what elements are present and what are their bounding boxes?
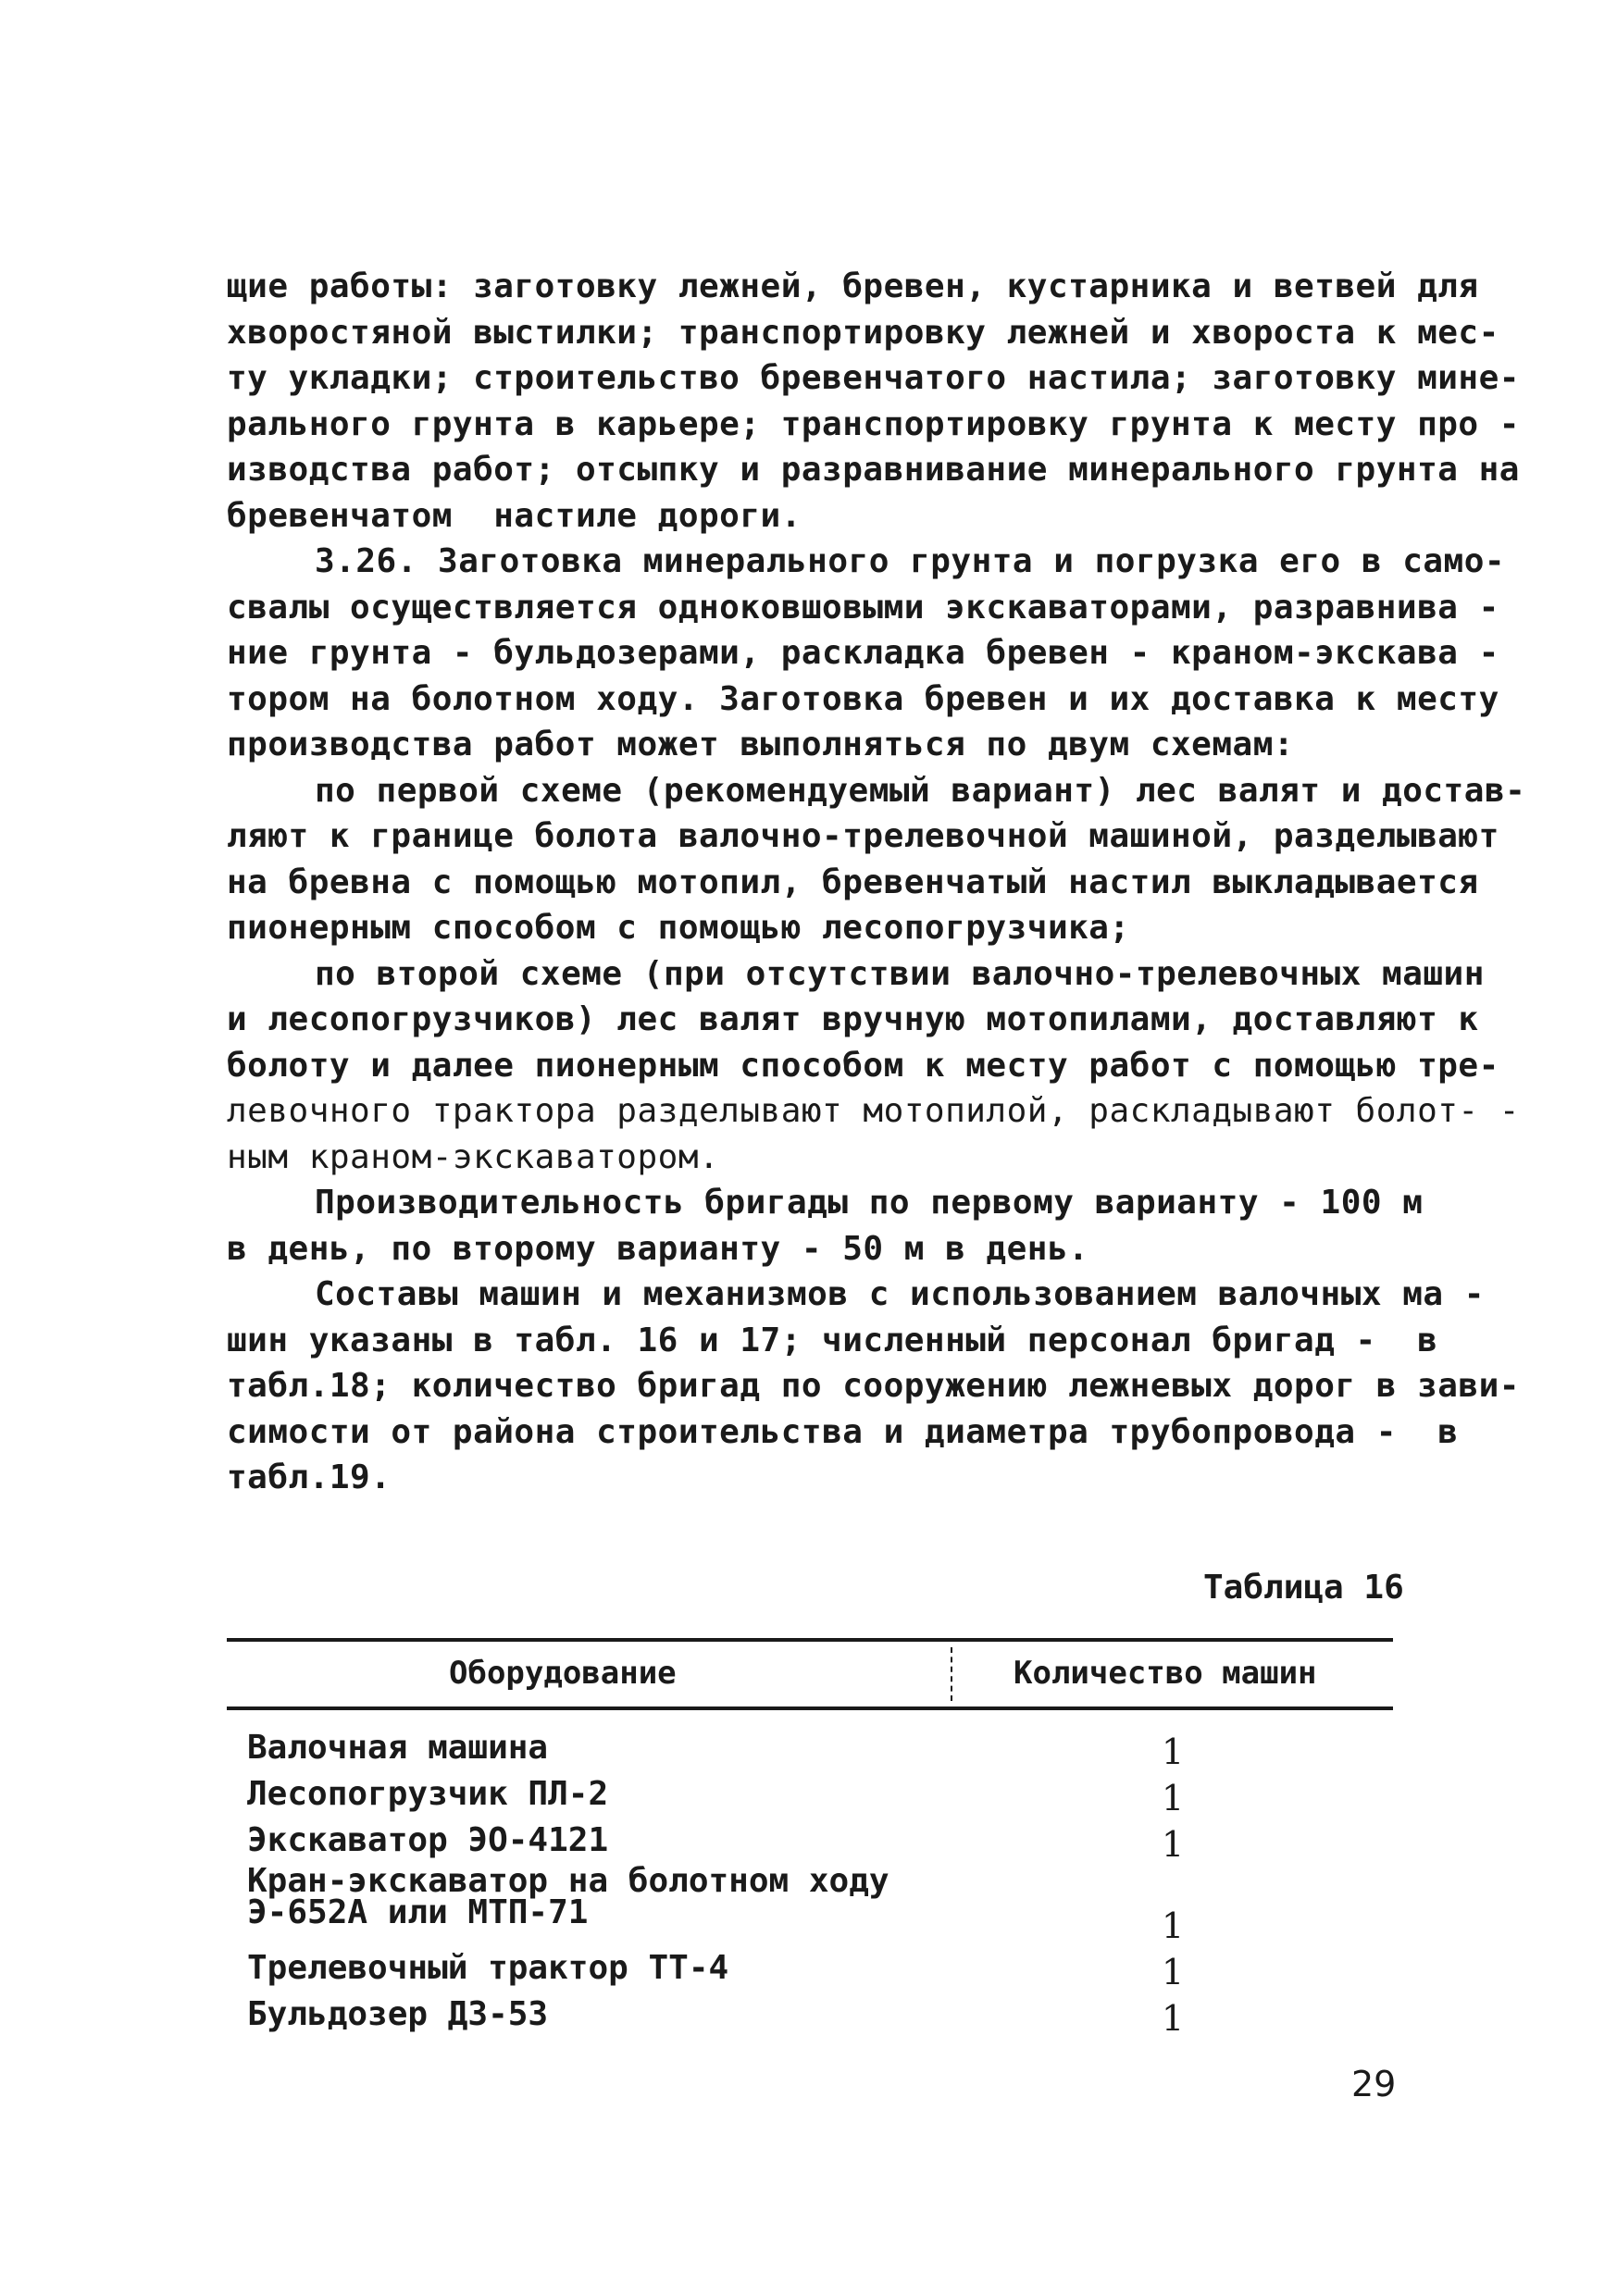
table-row [227,1727,1393,1773]
header-count: Количество машин [1014,1655,1317,1692]
body-line: щие работы: заготовку лежней, бревен, кустарника и ветвей для [227,267,1479,305]
body-line: по второй схеме (при отсутствии валочно-трелевочных машин [315,954,1485,993]
table-row [227,1862,1393,1947]
body-line: в день, по второму варианту - 50 м в день. [227,1229,1089,1268]
equipment-table [227,1638,1393,2040]
table-header [227,1642,1393,1706]
body-line: болоту и далее пионерным способом к месту работ с помощью тре- [227,1046,1499,1085]
body-line: Составы машин и механизмов с использованием валочных ма - [315,1275,1485,1313]
body-line: на бревна с помощью мотопил, бревенчатый настил выкладывается [227,863,1479,901]
machine-count: 1 [1162,1952,1185,1992]
table-row [227,1993,1393,2040]
body-line: изводства работ; отсыпку и разравнивание минерального грунта на [227,451,1520,489]
header-divider [951,1647,952,1701]
machine-count: 1 [1162,1998,1185,2039]
equipment-name: Экскаватор ЭО-4121 [247,1821,609,1859]
equipment-name: Кран-экскаватор на болотном ходу Э-652А или МТП-71 [247,1862,889,1931]
body-line: ным краном-экскаватором. [227,1137,720,1176]
equipment-name: Лесопогрузчик ПЛ-2 [247,1775,609,1813]
body-line: пионерным способом с помощью лесопогрузчика; [227,909,1130,947]
body-line: левочного трактора разделывают мотопилой, раскладывают болот- - [227,1092,1520,1130]
body-line: Производительность бригады по первому варианту - 100 м [315,1184,1424,1222]
machine-count: 1 [1162,1778,1185,1818]
body-line: 3.26. Заготовка минерального грунта и погрузка его в само- [315,542,1506,580]
table-caption: Таблица 16 [1203,1569,1404,1607]
machine-count: 1 [1162,1905,1185,1946]
body-line: шин указаны в табл. 16 и 17; численный персонал бригад - в [227,1321,1438,1359]
table-row [227,1773,1393,1819]
equipment-name: Бульдозер ДЗ-53 [247,1995,549,2033]
table-row [227,1819,1393,1866]
machine-count: 1 [1162,1731,1185,1772]
header-equipment: Оборудование [449,1655,677,1692]
page-number: 29 [1351,2064,1397,2104]
body-line: ляют к границе болота валочно-трелевочной машиной, разделывают [227,817,1499,855]
body-line: хворостяной выстилки; транспортировку лежней и хвороста к мес- [227,313,1499,352]
equipment-name: Валочная машина [247,1729,549,1767]
body-line: свалы осуществляется одноковшовыми экскаваторами, разравнива - [227,588,1499,627]
body-line: тором на болотном ходу. Заготовка бревен и их доставка к месту [227,679,1499,718]
body-line: ту укладки; строительство бревенчатого настила; заготовку мине- [227,359,1520,397]
body-line: производства работ может выполняться по двум схемам: [227,726,1295,763]
machine-count: 1 [1162,1824,1185,1865]
body-line: по первой схеме (рекомендуемый вариант) лес валят и достав- [315,771,1526,810]
body-text [227,264,1526,1501]
table-body [227,1710,1393,2040]
body-line: ние грунта - бульдозерами, раскладка бревен - краном-экскава - [227,634,1499,672]
body-line: табл.19. [227,1458,392,1496]
equipment-name: Трелевочный трактор ТТ-4 [247,1949,729,1987]
body-line: бревенчатом настиле дороги. [227,496,802,535]
body-line: табл.18; количество бригад по сооружению лежневых дорог в зави- [227,1367,1520,1405]
body-line: симости от района строительства и диаметра трубопровода - в [227,1412,1459,1451]
body-line: рального грунта в карьере; транспортировку грунта к месту про - [227,404,1520,443]
body-line: и лесопогрузчиков) лес валят вручную мотопилами, доставляют к [227,1000,1479,1038]
table-row [227,1947,1393,1993]
